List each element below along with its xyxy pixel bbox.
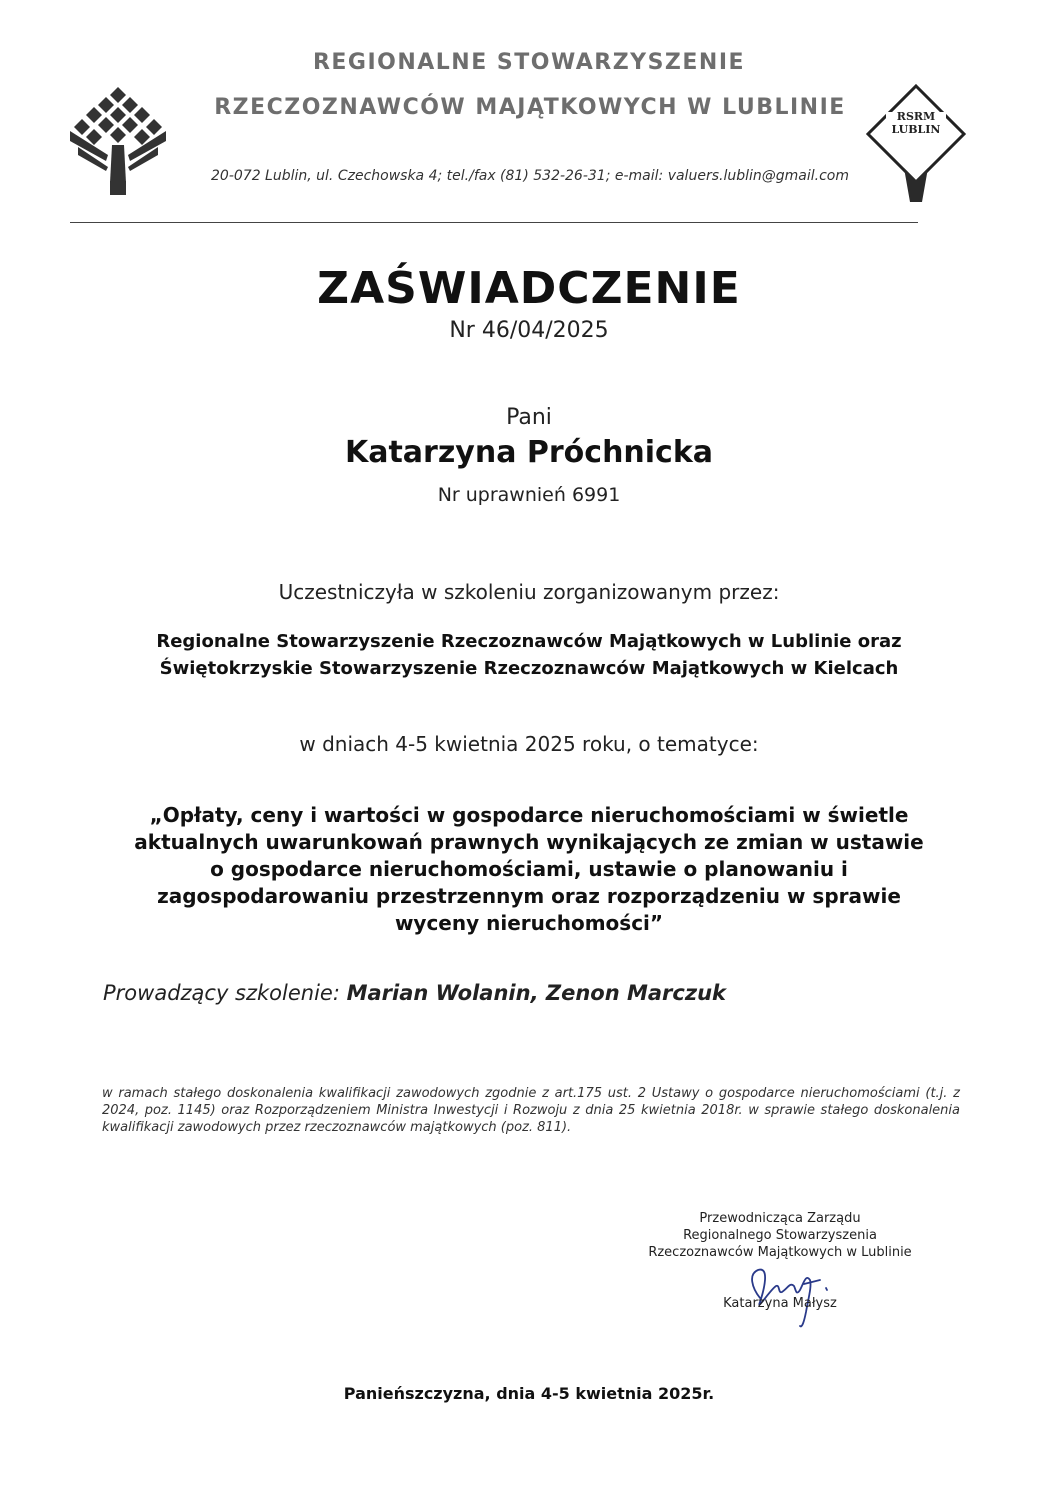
salutation: Pani (506, 405, 552, 430)
topic-line: aktualnych uwarunkowań prawnych wynikających ze zmian w ustawie (134, 830, 924, 854)
trainers-names: Marian Wolanin, Zenon Marczuk (346, 981, 726, 1005)
signatory-title-line: Regionalnego Stowarzyszenia (683, 1228, 877, 1243)
certificate-number: Nr 46/04/2025 (449, 318, 609, 343)
organization-name-line-2: RZECZOZNAWCÓW MAJĄTKOWYCH W LUBLINIE (214, 95, 846, 120)
topic-line: wyceny nieruchomości” (394, 911, 664, 935)
training-topic (80, 802, 978, 937)
seal-text-1: RSRM (896, 110, 936, 123)
organizers (0, 628, 1058, 682)
topic-line: zagospodarowaniu przestrzennym oraz rozporządzeniu w sprawie (157, 884, 901, 908)
header-divider (70, 222, 918, 223)
organization-name-line-1: REGIONALNE STOWARZYSZENIE (312, 50, 746, 75)
place-and-date: Panieńszczyzna, dnia 4-5 kwietnia 2025r. (343, 1384, 715, 1403)
organization-address: 20-072 Lublin, ul. Czechowska 4; tel./fax (81) 532-26-31; e-mail: valuers.lublin@gmail.com (211, 168, 849, 184)
license-number: Nr uprawnień 6991 (437, 484, 621, 506)
rsrm-seal-icon (866, 84, 966, 206)
signatory-name: Katarzyna Małysz (723, 1296, 837, 1311)
recipient-name: Katarzyna Próchnicka (344, 435, 714, 470)
trainers-label: Prowadzący szkolenie: (103, 981, 347, 1005)
signatory-title-line: Przewodnicząca Zarządu (699, 1211, 861, 1226)
certificate-title: ZAŚWIADCZENIE (317, 263, 741, 314)
topic-line: „Opłaty, ceny i wartości w gospodarce nieruchomościami w świetle (149, 803, 909, 827)
signatory-title-line: Rzeczoznawców Majątkowych w Lublinie (648, 1245, 912, 1260)
signatory-title (580, 1210, 980, 1261)
organizer-line: Regionalne Stowarzyszenie Rzeczoznawców Majątkowych w Lublinie oraz (156, 631, 902, 652)
seal-text-2: LUBLIN (891, 123, 941, 136)
trainers (103, 981, 726, 1005)
participation-statement: Uczestniczyła w szkoleniu zorganizowanym przez: (278, 580, 780, 604)
training-dates: w dniach 4-5 kwietnia 2025 roku, o tematyce: (299, 732, 759, 756)
topic-line: o gospodarce nieruchomościami, ustawie o planowaniu i (210, 857, 848, 881)
legal-basis-note: w ramach stałego doskonalenia kwalifikacji zawodowych zgodnie z art.175 ust. 2 Ustawy o gospodarce nieruchomościami (t.j. z 2024, poz. 1145) oraz Rozporządzeniem Ministra Inwestycji i Rozwoju z dnia 25 kwietnia 2018r. w sprawie stałego doskonalenia kwalifikacji zawodowych przez rzeczoznawców majątkowych (poz. 811). (102, 1086, 960, 1135)
handwritten-signature-icon (730, 1260, 840, 1330)
organizer-line: Świętokrzyskie Stowarzyszenie Rzeczoznawców Majątkowych w Kielcach (159, 658, 899, 679)
